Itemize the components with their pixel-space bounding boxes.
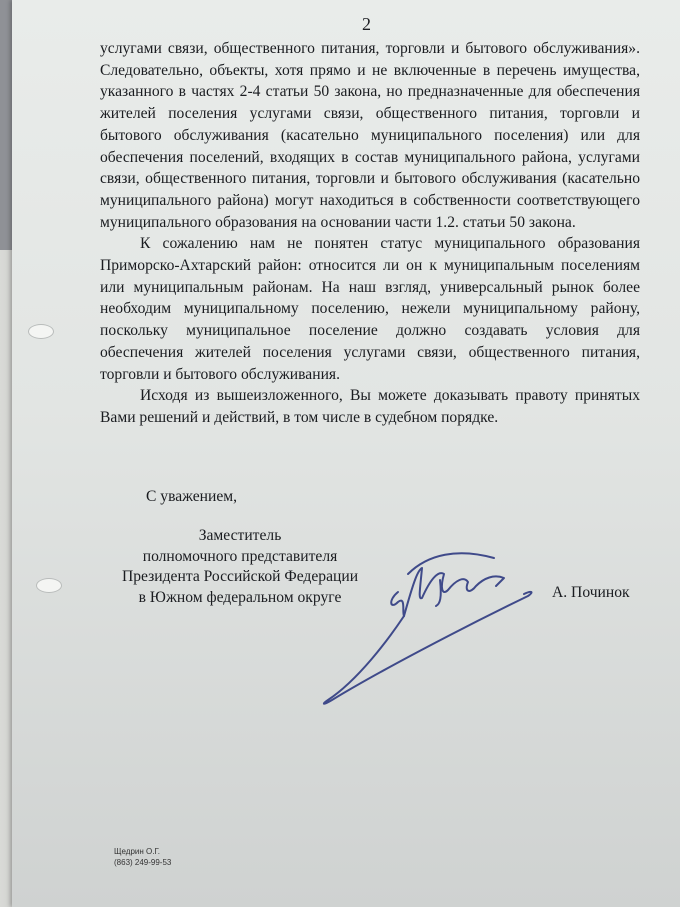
paragraph-continuation: услугами связи, общественного питания, торговли и бытового обслуживания». Следовательно, объекты, хотя прямо и не включенные в перечень имущества, указанного в частях 2-4 статьи 50 закона, но предназначенные для обеспечения жителей поселения услугами связи, общественного питания, торговли и бытового обслуживания (касательно муниципального поселения) или для обеспечения поселений, входящих в состав муниципального района, услугами связи, общественного питания, торговли и бытового обслуживания (касательно муниципального района) могут находиться в собственности соответствующего муниципального образования на основании части 1.2. статьи 50 закона. — [100, 40, 640, 231]
title-line: Заместитель — [198, 527, 282, 544]
executor-name: Щедрин О.Г. — [114, 847, 161, 856]
title-line: в Южном федеральном округе — [138, 588, 342, 606]
letter-body — [100, 38, 640, 429]
title-line: полномочного представителя — [142, 547, 338, 565]
handwritten-signature — [318, 540, 548, 720]
closing-phrase: С уважением, — [146, 488, 238, 505]
punch-hole — [28, 324, 54, 339]
paragraph-conclusion: Исходя из вышеизложенного, Вы можете доказывать правоту принятых Вами решений и действий, в том числе в судебном порядке. — [100, 387, 640, 426]
signer-name: А. Починок — [552, 584, 630, 601]
executor-info — [114, 846, 171, 868]
punch-hole — [36, 578, 62, 593]
page-number: 2 — [362, 14, 371, 34]
paragraph-status: К сожалению нам не понятен статус муниципального образования Приморско-Ахтарский район: относится ли он к муниципальным поселениям или муниципальным районам. На наш взгляд, универсальный рынок более необходим муниципальному поселению, нежели муниципальному району, поскольку муниципальное поселение должно создавать условия для обеспечения жителей поселения услугами связи, общественного питания, торговли и бытового обслуживания. — [100, 235, 640, 383]
executor-phone: (863) 249-99-53 — [114, 858, 172, 867]
title-line: Президента Российской Федерации — [121, 568, 359, 585]
